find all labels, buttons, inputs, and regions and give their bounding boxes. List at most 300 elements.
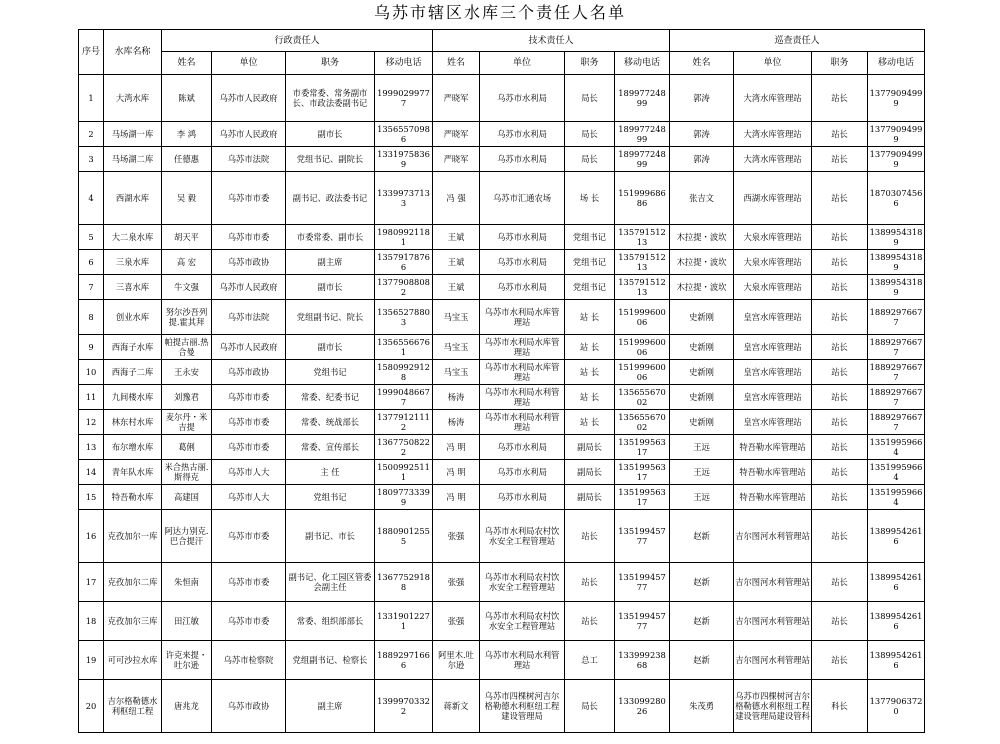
row-reservoir: 青年队水库 (104, 460, 162, 485)
responsible-persons-table (78, 29, 925, 733)
row-seq: 17 (79, 563, 104, 602)
row-patrol-post: 站长 (812, 360, 868, 385)
table-row (79, 410, 925, 435)
row-tech-post: 局长 (565, 122, 615, 147)
row-reservoir: 克孜加尔三库 (104, 602, 162, 641)
row-patrol-phone: 13899543189 (868, 275, 925, 300)
row-admin-unit: 乌苏市政协 (212, 250, 286, 275)
row-admin-post: 副市长 (286, 335, 375, 360)
row-patrol-post: 站长 (812, 335, 868, 360)
row-patrol-post: 站长 (812, 147, 868, 172)
row-tech-name: 马宝玉 (433, 300, 480, 335)
row-seq: 8 (79, 300, 104, 335)
table-row (79, 225, 925, 250)
row-tech-phone: 13519956317 (615, 460, 670, 485)
row-patrol-post: 站长 (812, 563, 868, 602)
row-patrol-phone: 13899542616 (868, 563, 925, 602)
row-patrol-name: 王远 (670, 485, 734, 510)
row-admin-post: 常委、宣传部长 (286, 435, 375, 460)
row-patrol-name: 木拉提・波坎 (670, 275, 734, 300)
row-tech-unit: 乌苏市水利局 (480, 435, 565, 460)
row-reservoir: 克孜加尔一库 (104, 510, 162, 563)
row-tech-post: 副局长 (565, 460, 615, 485)
row-patrol-name: 赵新 (670, 563, 734, 602)
row-patrol-phone: 13899542616 (868, 510, 925, 563)
row-admin-post: 副市长 (286, 122, 375, 147)
row-reservoir: 吉尔格勒德水利枢纽工程 (104, 680, 162, 733)
row-admin-post: 副主席 (286, 680, 375, 733)
row-tech-post: 党组书记 (565, 225, 615, 250)
row-reservoir: 九间楼水库 (104, 385, 162, 410)
row-admin-name: 葛俐 (162, 435, 212, 460)
row-admin-phone: 13565566761 (375, 335, 433, 360)
row-tech-unit: 乌苏市水利局农村饮水安全工程管理站 (480, 563, 565, 602)
row-admin-name: 吴 毅 (162, 172, 212, 225)
row-admin-name: 朱恒南 (162, 563, 212, 602)
row-tech-post: 局长 (565, 75, 615, 122)
row-patrol-phone: 18892976677 (868, 410, 925, 435)
row-admin-post: 副书记、政法委书记 (286, 172, 375, 225)
row-seq: 11 (79, 385, 104, 410)
row-reservoir: 布尔增水库 (104, 435, 162, 460)
row-reservoir: 三泉水库 (104, 250, 162, 275)
row-tech-name: 王斌 (433, 275, 480, 300)
row-seq: 9 (79, 335, 104, 360)
row-patrol-unit: 大湾水库管理站 (734, 147, 812, 172)
row-tech-unit: 乌苏市水利局水库管理站 (480, 360, 565, 385)
row-tech-phone: 13519945777 (615, 602, 670, 641)
row-admin-unit: 乌苏市人民政府 (212, 335, 286, 360)
row-reservoir: 马场湖一库 (104, 122, 162, 147)
row-seq: 14 (79, 460, 104, 485)
header-admin-group: 行政责任人 (162, 30, 433, 52)
row-admin-phone: 13565278803 (375, 300, 433, 335)
row-admin-unit: 乌苏市人民政府 (212, 75, 286, 122)
row-admin-phone: 13565570986 (375, 122, 433, 147)
row-tech-phone: 13519956317 (615, 485, 670, 510)
row-reservoir: 创业水库 (104, 300, 162, 335)
row-admin-phone: 13677508222 (375, 435, 433, 460)
table-row (79, 485, 925, 510)
row-admin-unit: 乌苏市市委 (212, 563, 286, 602)
row-admin-name: 努尔沙吾列提.霍其拜 (162, 300, 212, 335)
row-tech-phone: 15199960006 (615, 360, 670, 385)
row-patrol-unit: 乌苏市四棵树河吉尔格勒德水利枢纽工程建设管理局建设管科 (734, 680, 812, 733)
row-patrol-name: 郭涛 (670, 75, 734, 122)
row-admin-phone: 13779088082 (375, 275, 433, 300)
row-admin-phone: 15009925111 (375, 460, 433, 485)
row-tech-post: 站 长 (565, 410, 615, 435)
row-admin-unit: 乌苏市政协 (212, 360, 286, 385)
row-reservoir: 西海子水库 (104, 335, 162, 360)
row-tech-unit: 乌苏市水利局水利管理站 (480, 410, 565, 435)
table-row (79, 75, 925, 122)
row-tech-unit: 乌苏市水利局 (480, 122, 565, 147)
row-tech-phone: 15199968686 (615, 172, 670, 225)
row-patrol-phone: 18892976677 (868, 335, 925, 360)
row-tech-unit: 乌苏市水利局 (480, 75, 565, 122)
row-seq: 1 (79, 75, 104, 122)
row-admin-unit: 乌苏市政协 (212, 680, 286, 733)
row-tech-phone: 15199960006 (615, 335, 670, 360)
row-tech-post: 总工 (565, 641, 615, 680)
row-tech-post: 党组书记 (565, 275, 615, 300)
row-admin-name: 牛文强 (162, 275, 212, 300)
row-admin-post: 党组副书记、检察长 (286, 641, 375, 680)
row-admin-phone: 18892971666 (375, 641, 433, 680)
table-row (79, 335, 925, 360)
row-patrol-post: 站长 (812, 385, 868, 410)
row-patrol-phone: 18703074566 (868, 172, 925, 225)
row-patrol-unit: 特吾勒水库管理站 (734, 435, 812, 460)
row-admin-name: 刘豫君 (162, 385, 212, 410)
row-admin-name: 陈斌 (162, 75, 212, 122)
table-row (79, 250, 925, 275)
row-patrol-name: 朱茂勇 (670, 680, 734, 733)
row-admin-unit: 乌苏市人大 (212, 485, 286, 510)
row-admin-unit: 乌苏市市委 (212, 602, 286, 641)
row-tech-post: 站 长 (565, 385, 615, 410)
row-admin-unit: 乌苏市市委 (212, 172, 286, 225)
row-admin-phone: 13779121112 (375, 410, 433, 435)
row-patrol-name: 赵新 (670, 641, 734, 680)
row-patrol-post: 站长 (812, 641, 868, 680)
row-seq: 16 (79, 510, 104, 563)
header-patrol-unit: 单位 (734, 52, 812, 75)
row-tech-name: 严晓军 (433, 147, 480, 172)
row-patrol-phone: 13779094999 (868, 122, 925, 147)
row-tech-phone: 13565567002 (615, 385, 670, 410)
row-tech-post: 站长 (565, 602, 615, 641)
table-row (79, 122, 925, 147)
table-row (79, 435, 925, 460)
row-seq: 19 (79, 641, 104, 680)
row-admin-phone: 15809929128 (375, 360, 433, 385)
row-admin-post: 党组书记 (286, 485, 375, 510)
row-tech-unit: 乌苏市水利局 (480, 460, 565, 485)
row-patrol-post: 站长 (812, 460, 868, 485)
row-admin-unit: 乌苏市人民政府 (212, 275, 286, 300)
row-admin-unit: 乌苏市市委 (212, 435, 286, 460)
row-tech-unit: 乌苏市水利局农村饮水安全工程管理站 (480, 510, 565, 563)
row-admin-name: 王永安 (162, 360, 212, 385)
row-tech-name: 王斌 (433, 225, 480, 250)
row-patrol-phone: 13779094999 (868, 75, 925, 122)
row-patrol-post: 站长 (812, 250, 868, 275)
row-tech-unit: 乌苏市水利局水利管理站 (480, 385, 565, 410)
row-reservoir: 马场湖二库 (104, 147, 162, 172)
row-tech-name: 杨涛 (433, 410, 480, 435)
row-reservoir: 可可沙拉水库 (104, 641, 162, 680)
row-tech-phone: 13399923868 (615, 641, 670, 680)
row-patrol-name: 郭涛 (670, 147, 734, 172)
row-admin-name: 高建国 (162, 485, 212, 510)
row-patrol-unit: 大湾水库管理站 (734, 122, 812, 147)
row-admin-unit: 乌苏市市委 (212, 385, 286, 410)
row-seq: 13 (79, 435, 104, 460)
row-tech-unit: 乌苏市四棵树河吉尔格勒德水利枢纽工程建设管理局 (480, 680, 565, 733)
row-patrol-post: 站长 (812, 410, 868, 435)
table-row (79, 680, 925, 733)
header-admin-name: 姓名 (162, 52, 212, 75)
row-patrol-post: 站长 (812, 172, 868, 225)
row-patrol-phone: 13899543189 (868, 225, 925, 250)
row-admin-unit: 乌苏市市委 (212, 510, 286, 563)
row-patrol-post: 站长 (812, 225, 868, 250)
row-admin-unit: 乌苏市法院 (212, 300, 286, 335)
row-tech-unit: 乌苏市水利局 (480, 250, 565, 275)
row-patrol-name: 史新刚 (670, 410, 734, 435)
row-tech-post: 站 长 (565, 335, 615, 360)
header-seq: 序号 (79, 30, 104, 75)
row-patrol-name: 郭涛 (670, 122, 734, 147)
row-admin-phone: 13999703322 (375, 680, 433, 733)
header-tech-unit: 单位 (480, 52, 565, 75)
row-patrol-name: 木拉提・波坎 (670, 225, 734, 250)
row-admin-post: 副主席 (286, 250, 375, 275)
table-row (79, 641, 925, 680)
row-patrol-unit: 吉尔图河水利管理站 (734, 510, 812, 563)
row-patrol-phone: 18892976677 (868, 300, 925, 335)
row-patrol-unit: 特吾勒水库管理站 (734, 485, 812, 510)
header-patrol-phone: 移动电话 (868, 52, 925, 75)
row-patrol-name: 王远 (670, 435, 734, 460)
row-patrol-name: 赵新 (670, 510, 734, 563)
row-patrol-unit: 西湖水库管理站 (734, 172, 812, 225)
row-tech-phone: 13519956317 (615, 435, 670, 460)
row-reservoir: 林东村水库 (104, 410, 162, 435)
row-patrol-phone: 18892976677 (868, 360, 925, 385)
row-reservoir: 克孜加尔二库 (104, 563, 162, 602)
row-admin-post: 副书记、化工园区管委会副主任 (286, 563, 375, 602)
row-admin-post: 市委常委、常务副市长、市政法委副书记 (286, 75, 375, 122)
row-admin-post: 常委、组织部部长 (286, 602, 375, 641)
row-patrol-phone: 13519959664 (868, 485, 925, 510)
row-seq: 15 (79, 485, 104, 510)
row-admin-post: 常委、统战部长 (286, 410, 375, 435)
row-tech-name: 王斌 (433, 250, 480, 275)
row-tech-post: 局长 (565, 680, 615, 733)
row-patrol-post: 站长 (812, 300, 868, 335)
row-admin-post: 副市长 (286, 275, 375, 300)
row-seq: 3 (79, 147, 104, 172)
row-admin-name: 麦尔丹・米吉提 (162, 410, 212, 435)
row-tech-post: 站 长 (565, 300, 615, 335)
row-admin-name: 胡天平 (162, 225, 212, 250)
table-row (79, 360, 925, 385)
header-patrol-group: 巡查责任人 (670, 30, 925, 52)
row-reservoir: 大湾水库 (104, 75, 162, 122)
row-admin-post: 党组书记、副院长 (286, 147, 375, 172)
header-admin-post: 职务 (286, 52, 375, 75)
row-patrol-unit: 吉尔图河水利管理站 (734, 602, 812, 641)
row-admin-unit: 乌苏市法院 (212, 147, 286, 172)
row-tech-unit: 乌苏市汇通农场 (480, 172, 565, 225)
row-tech-phone: 18997724899 (615, 147, 670, 172)
row-patrol-unit: 大泉水库管理站 (734, 275, 812, 300)
row-admin-phone: 13677529188 (375, 563, 433, 602)
row-tech-unit: 乌苏市水利局水利管理站 (480, 641, 565, 680)
row-patrol-name: 赵新 (670, 602, 734, 641)
row-reservoir: 特吾勒水库 (104, 485, 162, 510)
row-admin-name: 米合热古丽.斯得克 (162, 460, 212, 485)
row-tech-unit: 乌苏市水利局 (480, 225, 565, 250)
row-patrol-name: 王远 (670, 460, 734, 485)
table-row (79, 563, 925, 602)
row-tech-name: 杨涛 (433, 385, 480, 410)
header-patrol-post: 职务 (812, 52, 868, 75)
row-patrol-post: 站长 (812, 485, 868, 510)
row-patrol-unit: 皇宫水库管理站 (734, 385, 812, 410)
row-patrol-unit: 大泉水库管理站 (734, 250, 812, 275)
row-admin-phone: 13399737133 (375, 172, 433, 225)
table-row (79, 172, 925, 225)
row-patrol-phone: 13779063720 (868, 680, 925, 733)
row-admin-name: 田江敏 (162, 602, 212, 641)
row-patrol-phone: 18892976677 (868, 385, 925, 410)
row-admin-unit: 乌苏市人民政府 (212, 122, 286, 147)
row-tech-unit: 乌苏市水利局 (480, 485, 565, 510)
row-patrol-unit: 皇宫水库管理站 (734, 360, 812, 385)
row-seq: 20 (79, 680, 104, 733)
table-row (79, 510, 925, 563)
row-admin-name: 阿达力别克.巴合提汗 (162, 510, 212, 563)
row-admin-name: 许克来提・吐尔逊 (162, 641, 212, 680)
row-patrol-post: 站长 (812, 75, 868, 122)
row-patrol-unit: 吉尔图河水利管理站 (734, 641, 812, 680)
row-tech-post: 站 长 (565, 360, 615, 385)
row-patrol-post: 站长 (812, 275, 868, 300)
row-seq: 5 (79, 225, 104, 250)
header-row-fields (79, 52, 925, 75)
row-tech-unit: 乌苏市水利局水库管理站 (480, 335, 565, 360)
row-seq: 10 (79, 360, 104, 385)
row-patrol-post: 站长 (812, 435, 868, 460)
row-patrol-unit: 皇宫水库管理站 (734, 300, 812, 335)
row-tech-phone: 15199960006 (615, 300, 670, 335)
row-seq: 6 (79, 250, 104, 275)
row-admin-unit: 乌苏市检察院 (212, 641, 286, 680)
row-tech-post: 站长 (565, 510, 615, 563)
row-tech-name: 阿里木.吐尔逊 (433, 641, 480, 680)
row-tech-name: 冯 强 (433, 172, 480, 225)
header-tech-phone: 移动电话 (615, 52, 670, 75)
row-reservoir: 西湖水库 (104, 172, 162, 225)
row-patrol-phone: 13519959664 (868, 435, 925, 460)
row-patrol-post: 站长 (812, 510, 868, 563)
table-row (79, 300, 925, 335)
row-tech-phone: 13579151213 (615, 275, 670, 300)
header-reservoir: 水库名称 (104, 30, 162, 75)
table-row (79, 385, 925, 410)
row-admin-unit: 乌苏市市委 (212, 225, 286, 250)
table-row (79, 147, 925, 172)
row-tech-post: 局长 (565, 147, 615, 172)
row-patrol-unit: 皇宫水库管理站 (734, 410, 812, 435)
row-tech-phone: 13519945777 (615, 563, 670, 602)
row-tech-name: 严晓军 (433, 75, 480, 122)
row-patrol-post: 站长 (812, 602, 868, 641)
row-seq: 18 (79, 602, 104, 641)
row-tech-unit: 乌苏市水利局 (480, 147, 565, 172)
row-admin-post: 党组书记 (286, 360, 375, 385)
document-title: 乌苏市辖区水库三个责任人名单 (373, 3, 626, 22)
row-admin-post: 市委常委、副市长 (286, 225, 375, 250)
row-admin-phone: 19990299777 (375, 75, 433, 122)
row-patrol-name: 张吉文 (670, 172, 734, 225)
row-patrol-post: 站长 (812, 122, 868, 147)
row-patrol-unit: 大泉水库管理站 (734, 225, 812, 250)
row-tech-post: 站长 (565, 563, 615, 602)
header-tech-group: 技术责任人 (433, 30, 670, 52)
row-tech-post: 场 长 (565, 172, 615, 225)
row-admin-phone: 18809012555 (375, 510, 433, 563)
header-admin-unit: 单位 (212, 52, 286, 75)
row-admin-post: 常委、纪委书记 (286, 385, 375, 410)
table-row (79, 602, 925, 641)
table-row (79, 275, 925, 300)
row-admin-name: 李 鸿 (162, 122, 212, 147)
row-tech-phone: 13579151213 (615, 250, 670, 275)
header-tech-name: 姓名 (433, 52, 480, 75)
row-admin-phone: 19809921181 (375, 225, 433, 250)
row-tech-phone: 13565567002 (615, 410, 670, 435)
row-seq: 7 (79, 275, 104, 300)
header-admin-phone: 移动电话 (375, 52, 433, 75)
row-tech-unit: 乌苏市水利局农村饮水安全工程管理站 (480, 602, 565, 641)
row-admin-post: 副书记、市长 (286, 510, 375, 563)
row-patrol-phone: 13519959664 (868, 460, 925, 485)
row-patrol-name: 史新刚 (670, 300, 734, 335)
row-admin-unit: 乌苏市市委 (212, 410, 286, 435)
row-admin-phone: 18097733399 (375, 485, 433, 510)
row-patrol-phone: 13779094999 (868, 147, 925, 172)
row-admin-unit: 乌苏市人大 (212, 460, 286, 485)
row-tech-phone: 13309928026 (615, 680, 670, 733)
row-patrol-unit: 特吾勒水库管理站 (734, 460, 812, 485)
row-patrol-post: 科长 (812, 680, 868, 733)
row-admin-phone: 13579178766 (375, 250, 433, 275)
row-tech-unit: 乌苏市水利局水库管理站 (480, 300, 565, 335)
row-tech-name: 冯 明 (433, 435, 480, 460)
row-patrol-name: 史新刚 (670, 385, 734, 410)
row-patrol-unit: 皇宫水库管理站 (734, 335, 812, 360)
row-tech-unit: 乌苏市水利局 (480, 275, 565, 300)
row-patrol-name: 史新刚 (670, 335, 734, 360)
row-tech-name: 张强 (433, 563, 480, 602)
row-admin-name: 唐兆龙 (162, 680, 212, 733)
row-tech-phone: 18997724899 (615, 122, 670, 147)
row-reservoir: 三喜水库 (104, 275, 162, 300)
row-tech-name: 蒋新文 (433, 680, 480, 733)
row-patrol-name: 史新刚 (670, 360, 734, 385)
table-row (79, 460, 925, 485)
row-patrol-phone: 13899542616 (868, 602, 925, 641)
row-reservoir: 西海子二库 (104, 360, 162, 385)
row-admin-name: 高 宏 (162, 250, 212, 275)
row-admin-phone: 13319758369 (375, 147, 433, 172)
row-admin-post: 主 任 (286, 460, 375, 485)
row-patrol-phone: 13899543189 (868, 250, 925, 275)
row-seq: 2 (79, 122, 104, 147)
row-patrol-unit: 吉尔图河水利管理站 (734, 563, 812, 602)
row-tech-name: 严晓军 (433, 122, 480, 147)
header-tech-post: 职务 (565, 52, 615, 75)
row-patrol-name: 木拉提・波坎 (670, 250, 734, 275)
row-tech-post: 党组书记 (565, 250, 615, 275)
header-row-groups (79, 30, 925, 52)
row-admin-name: 任德惠 (162, 147, 212, 172)
